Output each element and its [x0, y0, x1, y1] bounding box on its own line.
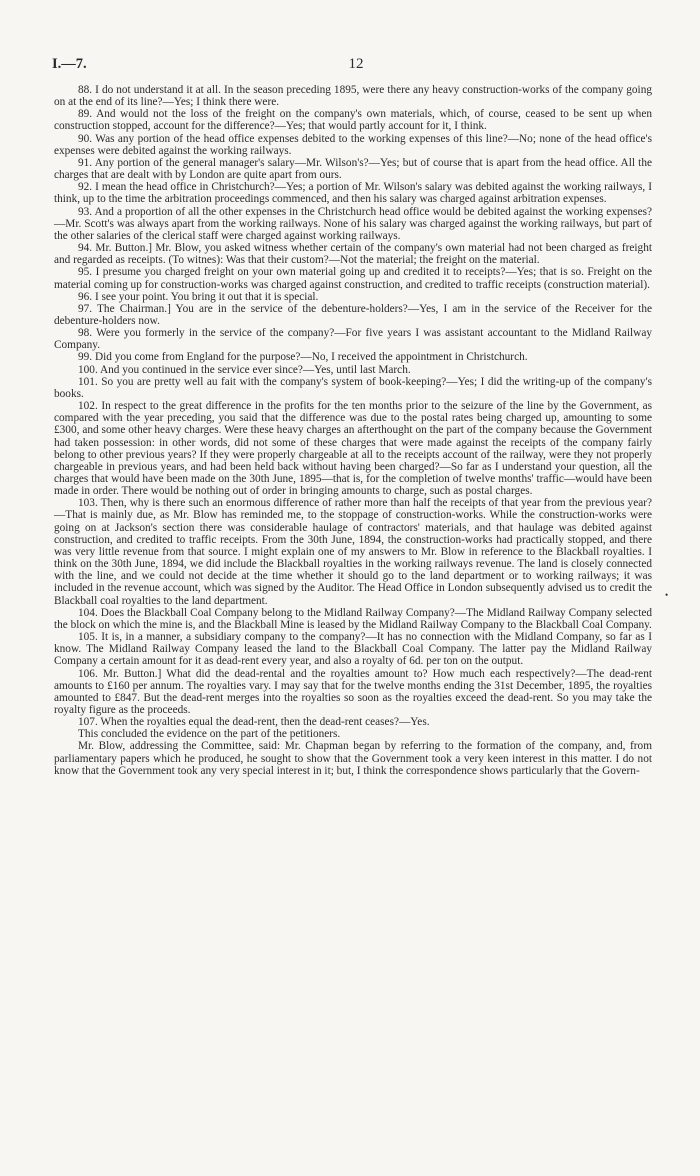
paragraph: 99. Did you come from England for the purpose?—No, I received the appointment in Christchurch. [78, 351, 528, 364]
paragraph: 100. And you continued in the service ever since?—Yes, until last March. [78, 363, 411, 376]
paragraph: This concluded the evidence on the part of the petitioners. [78, 728, 341, 741]
margin-mark: • [665, 590, 669, 600]
paragraph: 91. Any portion of the general manager's salary—Mr. Wilson's?—Yes; but of course that is apart from the head office. All the charges that are dealt with by London are quite apart from ours. [54, 156, 652, 182]
paragraph: 101. So you are pretty well au fait with the company's system of book-keeping?—Yes; I did the writing-up of the company's books. [54, 375, 652, 400]
page-number: 12 [348, 56, 364, 72]
paragraph: 102. In respect to the great difference in the profits for the ten months prior to the seizure of the line by the Government, as compared with the year preceding, you said that the difference was due to the postal rates being charged up, amounting to some £300, and some other heavy charges. Were these heavy charges an afterthought on the part of the company because the Government had taken possession: in other words, did not some of these charges that were made against the receipts of the company fairly belong to other previous years? If they were properly chargeable at all to the receipts account of the railway, were they not properly chargeable in previous years, and had been held back without having been charged?—So far as I understand your question, all the charges that would have been made on the 30th June, 1895—that is, for the completion of twelve months' traffic—would have been made in order. There would be nothing out of order in bringing amounts to charge, such as postal charges. [54, 400, 652, 498]
paragraph: 93. And a proportion of all the other expenses in the Christchurch head office would be debited against the working expenses?—Mr. Scott's was always apart from the working railways. None of his salary was charged against the working railways, but part of the other salaries of the clerical staff were charged against working railways. [54, 205, 652, 242]
paragraph: Mr. Blow, addressing the Committee, said: Mr. Chapman began by referring to the formation of the company, and, from parliamentary papers which he produced, he sought to show that the Government took a very keen interest in this matter. I do not know that the Government took any very special interest in it; but, I think the correspondence shows particularly that the Govern- [54, 740, 652, 777]
paragraph: 98. Were you formerly in the service of the company?—For five years I was assistant accountant to the Midland Railway Company. [54, 327, 652, 352]
paragraph: 94. Mr. Button.] Mr. Blow, you asked witness whether certain of the company's own material had not been charged as freight and regarded as receipts. (To witnes): Was that their custom?—Not the material; the freight on the material. [54, 242, 652, 267]
paragraph: 107. When the royalties equal the dead-rent, then the dead-rent ceases?—Yes. [78, 716, 430, 729]
paragraph: 89. And would not the loss of the freight on the company's own materials, which, of course, ceased to be sent up when construction stopped, account for the difference?—Yes; that would partly account for it, I think. [54, 108, 652, 133]
paragraph: 103. Then, why is there such an enormous difference of rather more than half the receipts of that year from the previous year?—That is mainly due, as Mr. Blow has reminded me, to the stoppage of construction-works. While the construction-works were going on at Jackson's section there was considerable haulage of contractors' materials, and that haulage was debited against construction, and credited to traffic receipts. From the 30th June, 1894, the construction-works had practically stopped, and there was very little revenue from that source. I might explain one of my answers to Mr. Blow in reference to the Blackball royalties. I think on the 30th June, 1894, we did include the Blackball royalties in the working railways revenue. The land is closely connected with the line, and we could not decide at the time whether it should go to the land department or to working railways; it was included in the revenue account, which was signed by the Auditor. The Head Office in London subsequently advised us to credit the Blackball coal royalties to the land department. [54, 497, 652, 607]
document-reference: I.—7. [52, 56, 87, 72]
paragraph: 96. I see your point. You bring it out that it is special. [78, 290, 319, 303]
paragraph: 92. I mean the head office in Christchurch?—Yes; a portion of Mr. Wilson's salary was debited against the working railways, I think, up to the time the arbitration proceedings commenced, and then his salary was charged against arbitration expenses. [54, 181, 652, 206]
paragraph: 106. Mr. Button.] What did the dead-rental and the royalties amount to? How much each respectively?—The dead-rent amounts to £160 per annum. The royalties vary. I may say that for the twelve months ending the 31st December, 1895, the royalties amounted to £847. But the dead-rent merges into the royalties so soon as the royalties exceed the dead-rent. So you may take the royalty figure as the proceeds. [54, 667, 652, 716]
document-body [54, 84, 652, 777]
paragraph: 104. Does the Blackball Coal Company belong to the Midland Railway Company?—The Midland Railway Company selected the block on which the mine is, and the Blackball Mine is leased by the Midland Railway Company to the Blackball Coal Company. [54, 606, 652, 631]
paragraph: 97. The Chairman.] You are in the service of the debenture-holders?—Yes, I am in the service of the Receiver for the debenture-holders now. [54, 302, 652, 327]
paragraph: 90. Was any portion of the head office expenses debited to the working expenses of this line?—No; none of the head office's expenses were debited against the working railways. [54, 132, 652, 157]
paragraph: 88. I do not understand it at all. In the season preceding 1895, were there any heavy construction-works of the company going on at the end of its line?—Yes; I think there were. [54, 84, 652, 109]
paragraph: 105. It is, in a manner, a subsidiary company to the company?—It has no connection with the Midland Company, so far as I know. The Midland Railway Company leased the land to the Blackball Coal Company. The latter pay the Midland Railway Company a certain amount for it as dead-rent every year, and also a royalty of 6d. per ton on the output. [54, 631, 652, 668]
page-header [52, 56, 660, 76]
paragraph: 95. I presume you charged freight on your own material going up and credited it to receipts?—Yes; that is so. Freight on the material coming up for construction-works was charged against construction, and credited to traffic receipts (construction material). [54, 266, 652, 291]
